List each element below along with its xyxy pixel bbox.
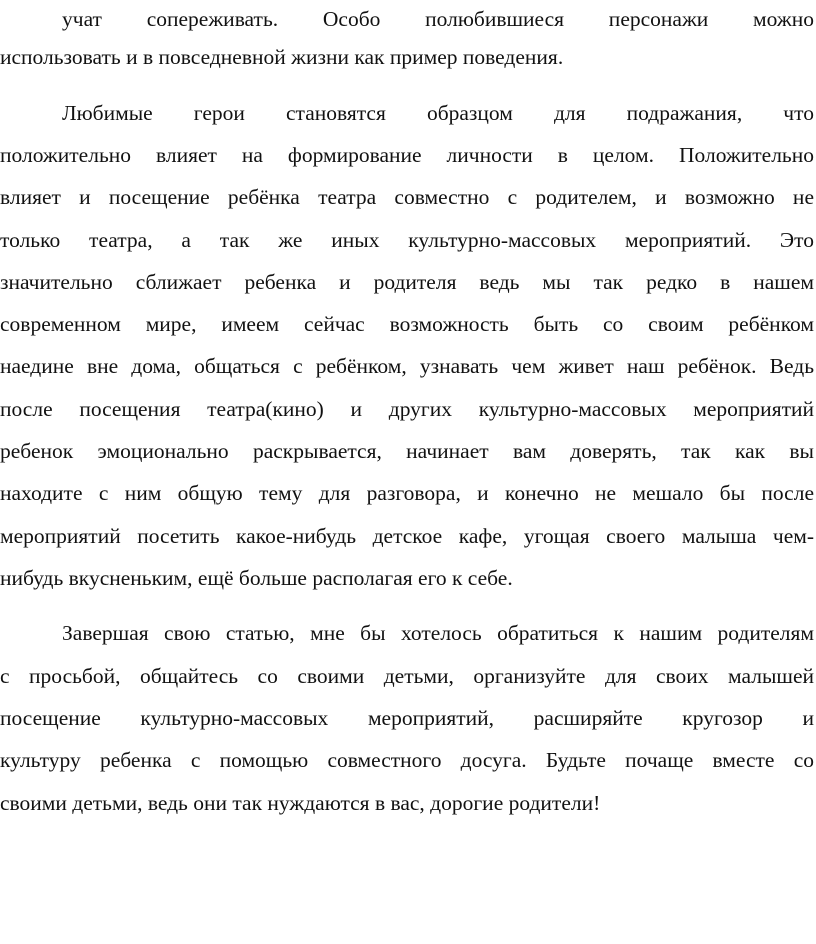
text-line: Любимые герои становятся образцом для подражания, что [62, 101, 814, 125]
text-line: только театра, а так же иных культурно-массовых мероприятий. Это [0, 228, 814, 252]
text-line: учат сопереживать. Особо полюбившиеся персонажи можно [62, 7, 814, 31]
text-line: использовать и в повседневной жизни как пример поведения. [0, 45, 564, 69]
text-line: современном мире, имеем сейчас возможность быть со своим ребёнком [0, 312, 814, 336]
text-line: с просьбой, общайтесь со своими детьми, организуйте для своих малышей [0, 664, 814, 688]
text-line: положительно влияет на формирование личности в целом. Положительно [0, 143, 814, 167]
text-line: влияет и посещение ребёнка театра совместно с родителем, и возможно не [0, 185, 814, 209]
text-line: после посещения театра(кино) и других культурно-массовых мероприятий [0, 397, 814, 421]
text-line: нибудь вкусненьким, ещё больше располагая его к себе. [0, 566, 513, 590]
text-line: культуру ребенка с помощью совместного досуга. Будьте почаще вместе со [0, 748, 814, 772]
text-line: посещение культурно-массовых мероприятий, расширяйте кругозор и [0, 706, 814, 730]
text-line: значительно сближает ребенка и родителя ведь мы так редко в нашем [0, 270, 814, 294]
text-line: своими детьми, ведь они так нуждаются в вас, дорогие родители! [0, 791, 601, 815]
text-line: Завершая свою статью, мне бы хотелось обратиться к нашим родителям [62, 621, 814, 645]
text-line: находите с ним общую тему для разговора, и конечно не мешало бы после [0, 481, 814, 505]
text-line: ребенок эмоционально раскрывается, начинает вам доверять, так как вы [0, 439, 814, 463]
text-line: мероприятий посетить какое-нибудь детское кафе, угощая своего малыша чем- [0, 524, 814, 548]
text-line: наедине вне дома, общаться с ребёнком, узнавать чем живет наш ребёнок. Ведь [0, 354, 814, 378]
